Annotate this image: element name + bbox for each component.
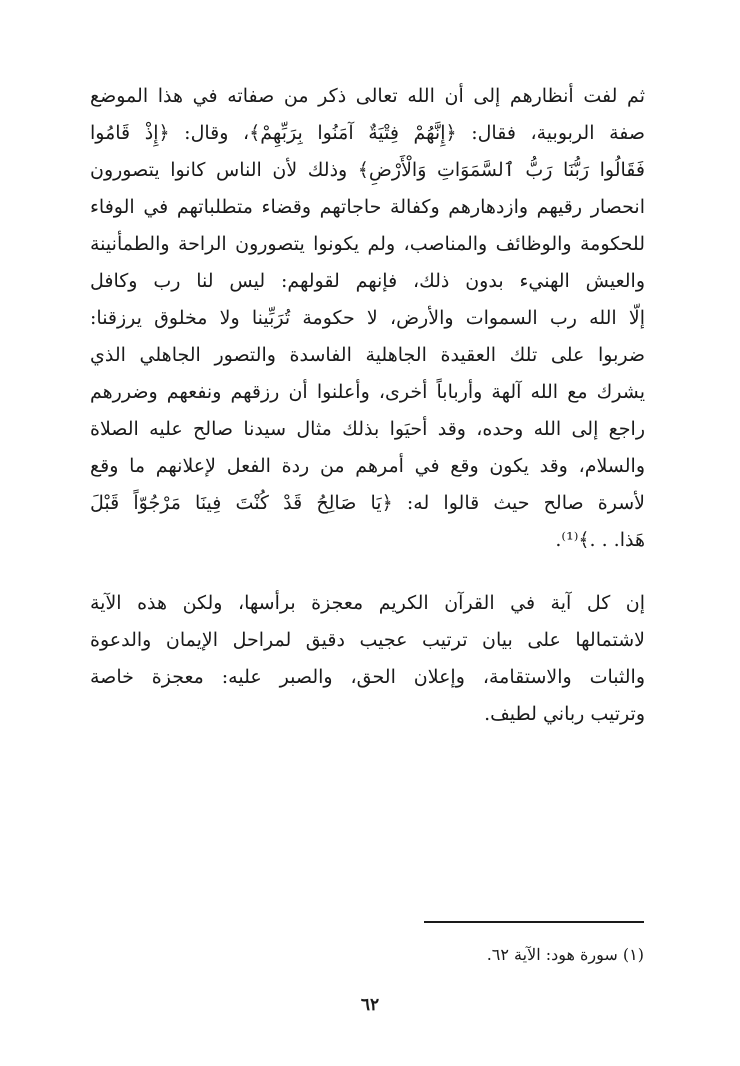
text-line: هَذا. . .﴾⁽¹⁾.	[555, 529, 645, 551]
text-line: صفة الربوبية، فقال: ﴿إِنَّهُمْ فِتْيَةٌ آمَنُوا بِرَبِّهِمْ﴾، وقال: ﴿إِذْ قَامُوا	[90, 122, 645, 144]
text-line: وترتيب رباني لطيف.	[484, 703, 645, 725]
footnote-divider	[424, 921, 644, 923]
text-line: والثبات والاستقامة، وإعلان الحق، والصبر عليه: معجزة خاصة	[90, 666, 645, 688]
text-line: راجع إلى الله وحده، وقد أحيَوا بذلك مثال سيدنا صالح عليه الصلاة	[90, 418, 645, 440]
text-line: إن كل آية في القرآن الكريم معجزة برأسها، ولكن هذه الآية	[90, 592, 645, 614]
text-line: ثم لفت أنظارهم إلى أن الله تعالى ذكر من صفاته في هذا الموضع	[90, 85, 645, 107]
footnote: (١) سورة هود: الآية ٦٢.	[486, 945, 644, 964]
text-line: انحصار رقيهم وازدهارهم وكفالة حاجاتهم وقضاء متطلباتهم في الوفاء	[90, 196, 645, 218]
text-line: ضربوا على تلك العقيدة الجاهلية الفاسدة والتصور الجاهلي الذي	[90, 344, 645, 366]
page-number: ٦٢	[360, 995, 380, 1015]
text-line: إلّا الله رب السموات والأرض، لا حكومة تُرَبِّينا ولا مخلوق يرزقنا:	[90, 307, 645, 329]
text-line: للحكومة والوظائف والمناصب، ولم يكونوا يتصورون الراحة والطمأنينة	[90, 233, 645, 255]
text-line: والعيش الهنيء بدون ذلك، فإنهم لقولهم: ليس لنا رب وكافل	[90, 270, 645, 292]
text-line: فَقَالُوا رَبُّنَا رَبُّ ٱلسَّمَوَاتِ وَالْأَرْضِ﴾ وذلك لأن الناس كانوا يتصورون	[90, 159, 645, 181]
text-line: والسلام، وقد يكون وقع في أمرهم من ردة الفعل لإعلانهم ما وقع	[90, 455, 645, 477]
text-line: لاشتمالها على بيان ترتيب عجيب دقيق لمراحل الإيمان والدعوة	[90, 629, 645, 651]
text-line: يشرك مع الله آلهة وأرباباً أخرى، وأعلنوا أن رزقهم ونفعهم وضررهم	[90, 381, 645, 403]
text-line: لأسرة صالح حيث قالوا له: ﴿يَا صَالِحُ قَدْ كُنْتَ فِينَا مَرْجُوّاً قَبْلَ	[90, 492, 645, 514]
paragraph-1	[90, 78, 645, 559]
paragraph-2	[90, 585, 645, 733]
